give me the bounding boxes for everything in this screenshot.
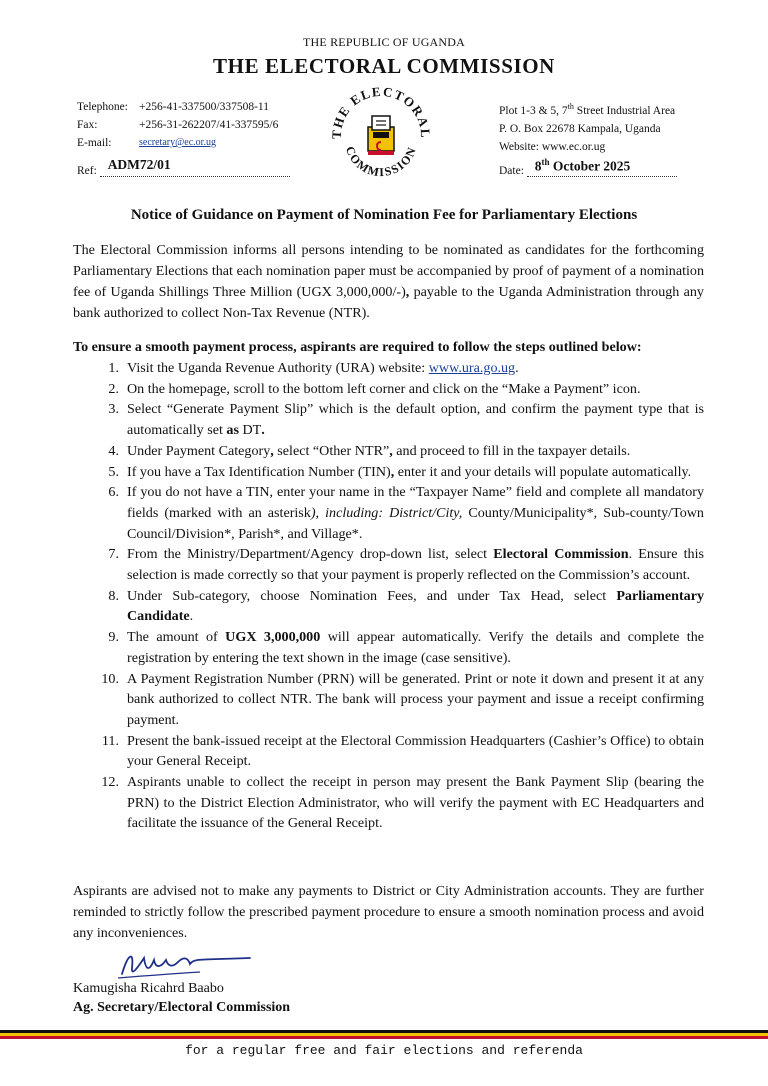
flag-stripe-divider	[0, 1030, 768, 1039]
reference-line	[77, 157, 290, 177]
list-item: 1. Visit the Uganda Revenue Authority (URA) website: www.ura.go.ug.	[108, 360, 519, 376]
list-item: 11. Present the bank-issued receipt at the Electoral Commission Headquarters (Cashier’s Office) to obtain your General Receipt.	[101, 732, 704, 770]
notice-title: Notice of Guidance on Payment of Nomination Fee for Parliamentary Elections	[130, 207, 638, 223]
list-item: 2. On the homepage, scroll to the bottom left corner and click on the “Make a Payment” icon.	[108, 380, 641, 397]
fax-label: Fax:	[77, 119, 98, 131]
list-item: 12. Aspirants unable to collect the receipt in person may present the Bank Payment Slip (bearing the PRN) to the District Election Administrator, who will verify the payment with EC Headquarters and facilitate the issuance of the General Receipt.	[101, 774, 704, 832]
steps-heading: To ensure a smooth payment process, aspirants are required to follow the steps outlined below:	[73, 339, 642, 355]
ura-website-link[interactable]: www.ura.go.ug	[428, 360, 516, 376]
list-item: 4. Under Payment Category, select “Other NTR”, and proceed to fill in the taxpayer details.	[108, 442, 631, 459]
telephone-label: Telephone:	[77, 101, 128, 113]
email-label: E-mail:	[77, 137, 112, 149]
commission-heading: THE ELECTORAL COMMISSION	[213, 54, 555, 78]
list-item: 7. From the Ministry/Department/Agency drop-down list, select Electoral Commission. Ensure this selection is made correctly so that your payment is properly reflected on the Commission’s account.	[108, 546, 704, 584]
list-item: 6. If you do not have a TIN, enter your name in the “Taxpayer Name” field and complete all mandatory fields (marked with an asterisk), including: District/City, County/Municipality*, Sub-county/Town Council/Division*, Parish*, and Village*.	[108, 484, 704, 542]
seal-bottom-text: COMMISSION	[342, 144, 420, 180]
fax-value: +256-31-262207/41-337595/6	[139, 119, 279, 131]
telephone-value: +256-41-337500/337508-11	[139, 101, 269, 113]
seal-top-text: THE ELECTORAL	[328, 83, 434, 140]
list-item: 5. If you have a Tax Identification Number (TIN), enter it and your details will populate automatically.	[108, 463, 692, 480]
ref-label: Ref:	[77, 165, 97, 177]
list-item: 9. The amount of UGX 3,000,000 will appear automatically. Verify the details and complete the registration by entering the text shown in the image (case sensitive).	[108, 629, 704, 666]
contact-block	[77, 98, 278, 152]
list-item: 10. A Payment Registration Number (PRN) will be generated. Print or note it down and present it at any bank authorized to collect NTR. The bank will process your payment and issue a receipt confirming payment.	[101, 670, 704, 728]
steps-list	[73, 358, 704, 834]
intro-tail: payable to the Uganda Administration through any bank authorized to collect Non-Tax Revenue (NTR).	[73, 284, 704, 321]
address-line-3: Website: www.ec.or.ug	[499, 140, 606, 153]
ref-value: ADM72/01	[107, 157, 171, 172]
address-line-1: Plot 1-3 & 5, 7th Street Industrial Area	[499, 102, 676, 117]
footer-motto: for a regular free and fair elections and referenda	[185, 1043, 583, 1058]
address-block	[499, 98, 675, 156]
electoral-commission-seal	[327, 80, 435, 188]
telephone-row	[77, 98, 278, 116]
email-row	[77, 134, 278, 152]
list-item: 3. Select “Generate Payment Slip” which is the default option, and confirm the payment type that is automatically set as DT.	[108, 401, 704, 439]
list-item: 8. Under Sub-category, choose Nomination Fees, and under Tax Head, select Parliamentary Candidate.	[108, 587, 704, 625]
address-line-2: P. O. Box 22678 Kampala, Uganda	[499, 122, 661, 135]
signature-image	[110, 944, 260, 984]
date-line	[499, 157, 677, 177]
signer-title: Ag. Secretary/Electoral Commission	[73, 1000, 291, 1015]
date-value: 8th October 2025	[534, 157, 631, 174]
ballot-box-icon	[368, 116, 394, 155]
fax-row	[77, 116, 278, 134]
email-link[interactable]: secretary@ec.or.ug	[139, 137, 216, 148]
flag-stripe-red	[0, 1036, 768, 1039]
republic-heading: THE REPUBLIC OF UGANDA	[302, 35, 466, 49]
intro-paragraph: The Electoral Commission informs all persons intending to be nominated as candidates for the forthcoming Parliamentary Elections that each nomination paper must be accompanied by proof of payment of a nomination fee of Uganda Shillings Three Million (UGX 3,000,000/-), payable to the Uganda Administration through any bank authorized to collect Non-Tax Revenue (NTR).	[73, 242, 704, 321]
signer-name: Kamugisha Ricahrd Baabo	[73, 981, 224, 996]
closing-paragraph: Aspirants are advised not to make any payments to District or City Administration accounts. They are further reminded to strictly follow the prescribed payment procedure to ensure a smooth nomination process and avoid any inconveniences.	[73, 883, 704, 941]
date-label: Date:	[499, 165, 524, 177]
